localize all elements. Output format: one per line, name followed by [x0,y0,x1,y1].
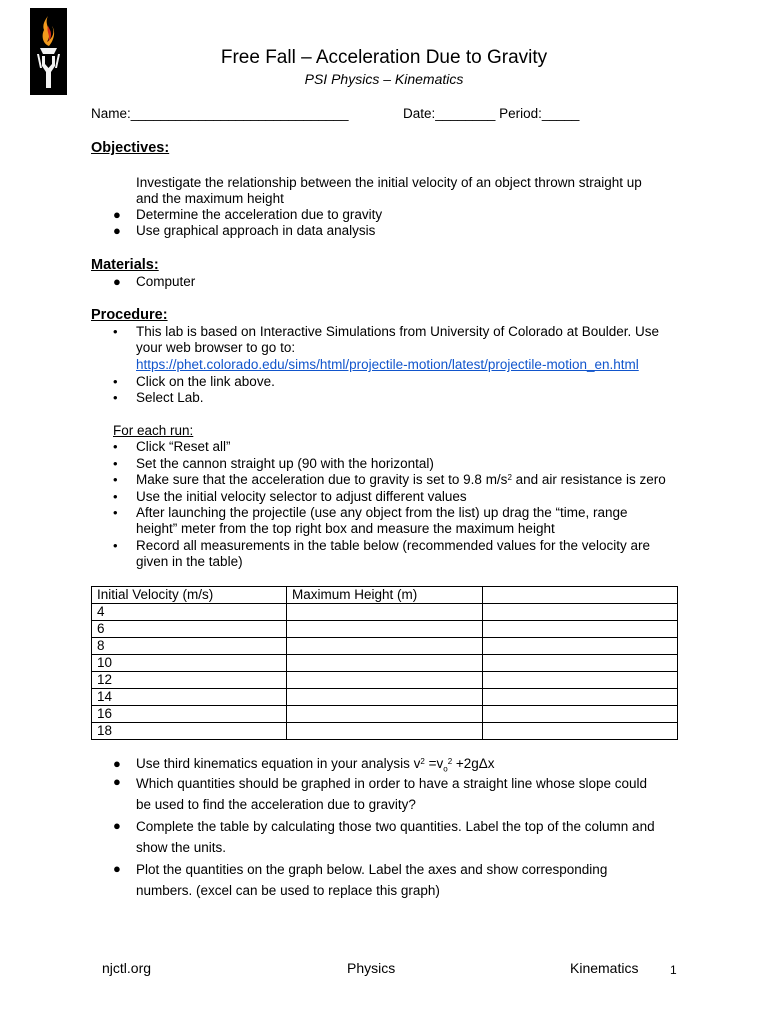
bullet-icon: • [113,472,118,487]
phet-simulation-link[interactable]: https://phet.colorado.edu/sims/html/projectile-motion/latest/projectile-motion_en.html [136,357,639,372]
analysis-step-3-line-1: Complete the table by calculating those two quantities. Label the top of the column and [136,819,655,834]
velocity-cell: 6 [92,621,287,638]
objective-line-2: and the maximum height [136,191,284,206]
empty-cell[interactable] [287,706,483,723]
procedure-step-2: Click on the link above. [136,374,275,389]
document-title: Free Fall – Acceleration Due to Gravity [220,47,548,68]
column-header-initial-velocity: Initial Velocity (m/s) [92,587,287,604]
analysis-step-3-line-2: show the units. [136,840,227,855]
table-row [92,604,678,621]
objective-item: Use graphical approach in data analysis [136,223,376,238]
empty-cell[interactable] [287,655,483,672]
procedure-step-3: Select Lab. [136,390,204,405]
analysis-step-2-line-1: Which quantities should be graphed in order to have a straight line whose slope could [136,776,648,791]
run-step-1: Click “Reset all” [136,439,231,454]
page-number: 1 [670,963,677,977]
bullet-icon: ● [113,861,121,876]
velocity-cell: 16 [92,706,287,723]
analysis-step-2-line-2: be used to find the acceleration due to gravity? [136,797,416,812]
bullet-icon: ● [113,774,121,789]
footer-site: njctl.org [102,960,152,976]
footer-unit: Kinematics [570,960,639,976]
velocity-cell: 14 [92,689,287,706]
velocity-cell: 8 [92,638,287,655]
empty-cell[interactable] [483,604,678,621]
empty-cell[interactable] [483,638,678,655]
velocity-cell: 12 [92,672,287,689]
run-step-6-line-2: given in the table) [136,554,243,569]
bullet-icon: • [113,505,118,520]
table-row [92,621,678,638]
analysis-step-4-line-1: Plot the quantities on the graph below. Label the axes and show corresponding [136,862,608,877]
run-step-6-line-1: Record all measurements in the table below (recommended values for the velocity are [136,538,651,553]
empty-cell[interactable] [287,621,483,638]
analysis-step-1: Use third kinematics equation in your analysis $v^2 =v_o^2 +2g\Delta x$ [136,756,495,774]
column-header-maximum-height: Maximum Height (m) [287,587,483,604]
empty-cell[interactable] [483,706,678,723]
empty-cell[interactable] [483,672,678,689]
table-row [92,638,678,655]
empty-cell[interactable] [287,638,483,655]
column-header-empty [483,587,678,604]
bullet-icon: ● [113,223,121,238]
empty-cell[interactable] [483,655,678,672]
empty-cell[interactable] [287,723,483,740]
table-row [92,655,678,672]
table-row [92,706,678,723]
empty-cell[interactable] [483,689,678,706]
footer-subject: Physics [347,960,396,976]
bullet-icon: • [113,374,118,389]
bullet-icon: • [113,439,118,454]
bullet-icon: ● [113,818,121,833]
document-subtitle: PSI Physics – Kinematics [304,71,464,87]
run-step-4: Use the initial velocity selector to adjust different values [136,489,467,504]
run-step-5-line-2: height” meter from the top right box and measure the maximum height [136,521,555,536]
bullet-icon: ● [113,756,121,771]
date-period-field: Date:________ Period:_____ [403,106,580,121]
objectives-heading: Objectives: [91,140,170,156]
empty-cell[interactable] [483,621,678,638]
table-row [92,723,678,740]
procedure-heading: Procedure: [91,307,168,323]
table-header-row [92,587,678,604]
run-step-2: Set the cannon straight up (90 with the horizontal) [136,456,434,471]
run-step-5-line-1: After launching the projectile (use any object from the list) up drag the “time, range [136,505,628,520]
bullet-icon: • [113,456,118,471]
procedure-step-1-line-1: This lab is based on Interactive Simulations from University of Colorado at Boulder. Use [136,324,659,339]
empty-cell[interactable] [287,672,483,689]
data-table [91,586,678,740]
bullet-icon: ● [113,274,121,289]
empty-cell[interactable] [287,689,483,706]
name-field: Name:_____________________________ [91,106,349,121]
bullet-icon: • [113,390,118,405]
bullet-icon: ● [113,207,121,222]
analysis-step-4-line-2: numbers. (excel can be used to replace this graph) [136,883,440,898]
objective-line-1: Investigate the relationship between the initial velocity of an object thrown straight up [136,175,642,190]
bullet-icon: • [113,538,118,553]
run-step-3: Make sure that the acceleration due to gravity is set to 9.8 $m/s^2$ and air resistance is zero [136,472,666,487]
empty-cell[interactable] [483,723,678,740]
bullet-icon: • [113,489,118,504]
velocity-cell: 4 [92,604,287,621]
empty-cell[interactable] [287,604,483,621]
table-row [92,672,678,689]
materials-heading: Materials: [91,257,159,273]
objective-item: Determine the acceleration due to gravity [136,207,383,222]
table-row [92,689,678,706]
bullet-icon: • [113,324,118,339]
material-item: Computer [136,274,196,289]
velocity-cell: 18 [92,723,287,740]
velocity-cell: 10 [92,655,287,672]
for-each-run-label: For each run: [113,423,194,438]
procedure-step-1-line-2: your web browser to go to: [136,340,296,355]
